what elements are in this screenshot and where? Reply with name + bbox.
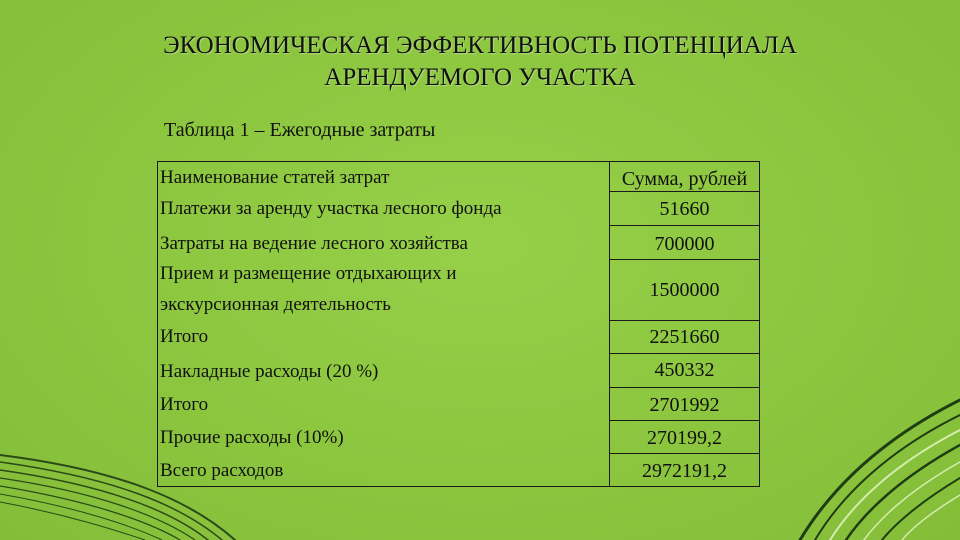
slide-title	[80, 30, 880, 94]
row-name-cell: Всего расходов	[160, 460, 284, 481]
slide-title-line-1: ЭКОНОМИЧЕСКАЯ ЭФФЕКТИВНОСТЬ ПОТЕНЦИАЛА	[163, 32, 797, 59]
table-row	[158, 320, 759, 353]
row-name-cell: Прочие расходы (10%)	[160, 427, 344, 448]
table-row	[158, 353, 759, 387]
table-row	[158, 453, 759, 486]
table-caption: Таблица 1 – Ежегодные затраты	[164, 119, 436, 141]
table-row	[158, 420, 759, 453]
row-name-cell-line-1: Прием и размещение отдыхающих и	[160, 263, 457, 284]
header-name-cell: Наименование статей затрат	[160, 167, 390, 188]
table-row	[158, 225, 759, 259]
table-row	[158, 191, 759, 225]
row-name-cell: Накладные расходы (20 %)	[160, 361, 379, 382]
table-header-row	[158, 162, 759, 191]
table-row	[158, 387, 759, 420]
row-sum-cell: 2251660	[649, 326, 720, 348]
row-name-cell-line-2: экскурсионная деятельность	[160, 294, 391, 315]
row-sum-cell: 2701992	[649, 394, 720, 416]
row-name-cell: Платежи за аренду участка лесного фонда	[160, 198, 502, 219]
row-sum-cell: 51660	[659, 198, 710, 220]
row-name-cell: Затраты на ведение лесного хозяйства	[160, 233, 468, 254]
row-sum-cell: 1500000	[649, 279, 720, 301]
row-name-cell: Итого	[160, 394, 209, 415]
slide-title-line-2: АРЕНДУЕМОГО УЧАСТКА	[324, 64, 636, 91]
row-sum-cell: 700000	[654, 233, 715, 255]
table-row	[158, 259, 759, 320]
row-sum-cell: 270199,2	[647, 427, 722, 449]
row-name-cell: Итого	[160, 326, 209, 347]
expenses-table	[157, 161, 760, 487]
row-sum-cell: 2972191,2	[642, 460, 727, 482]
row-sum-cell: 450332	[654, 359, 715, 381]
header-sum-cell: Сумма, рублей	[621, 168, 748, 190]
